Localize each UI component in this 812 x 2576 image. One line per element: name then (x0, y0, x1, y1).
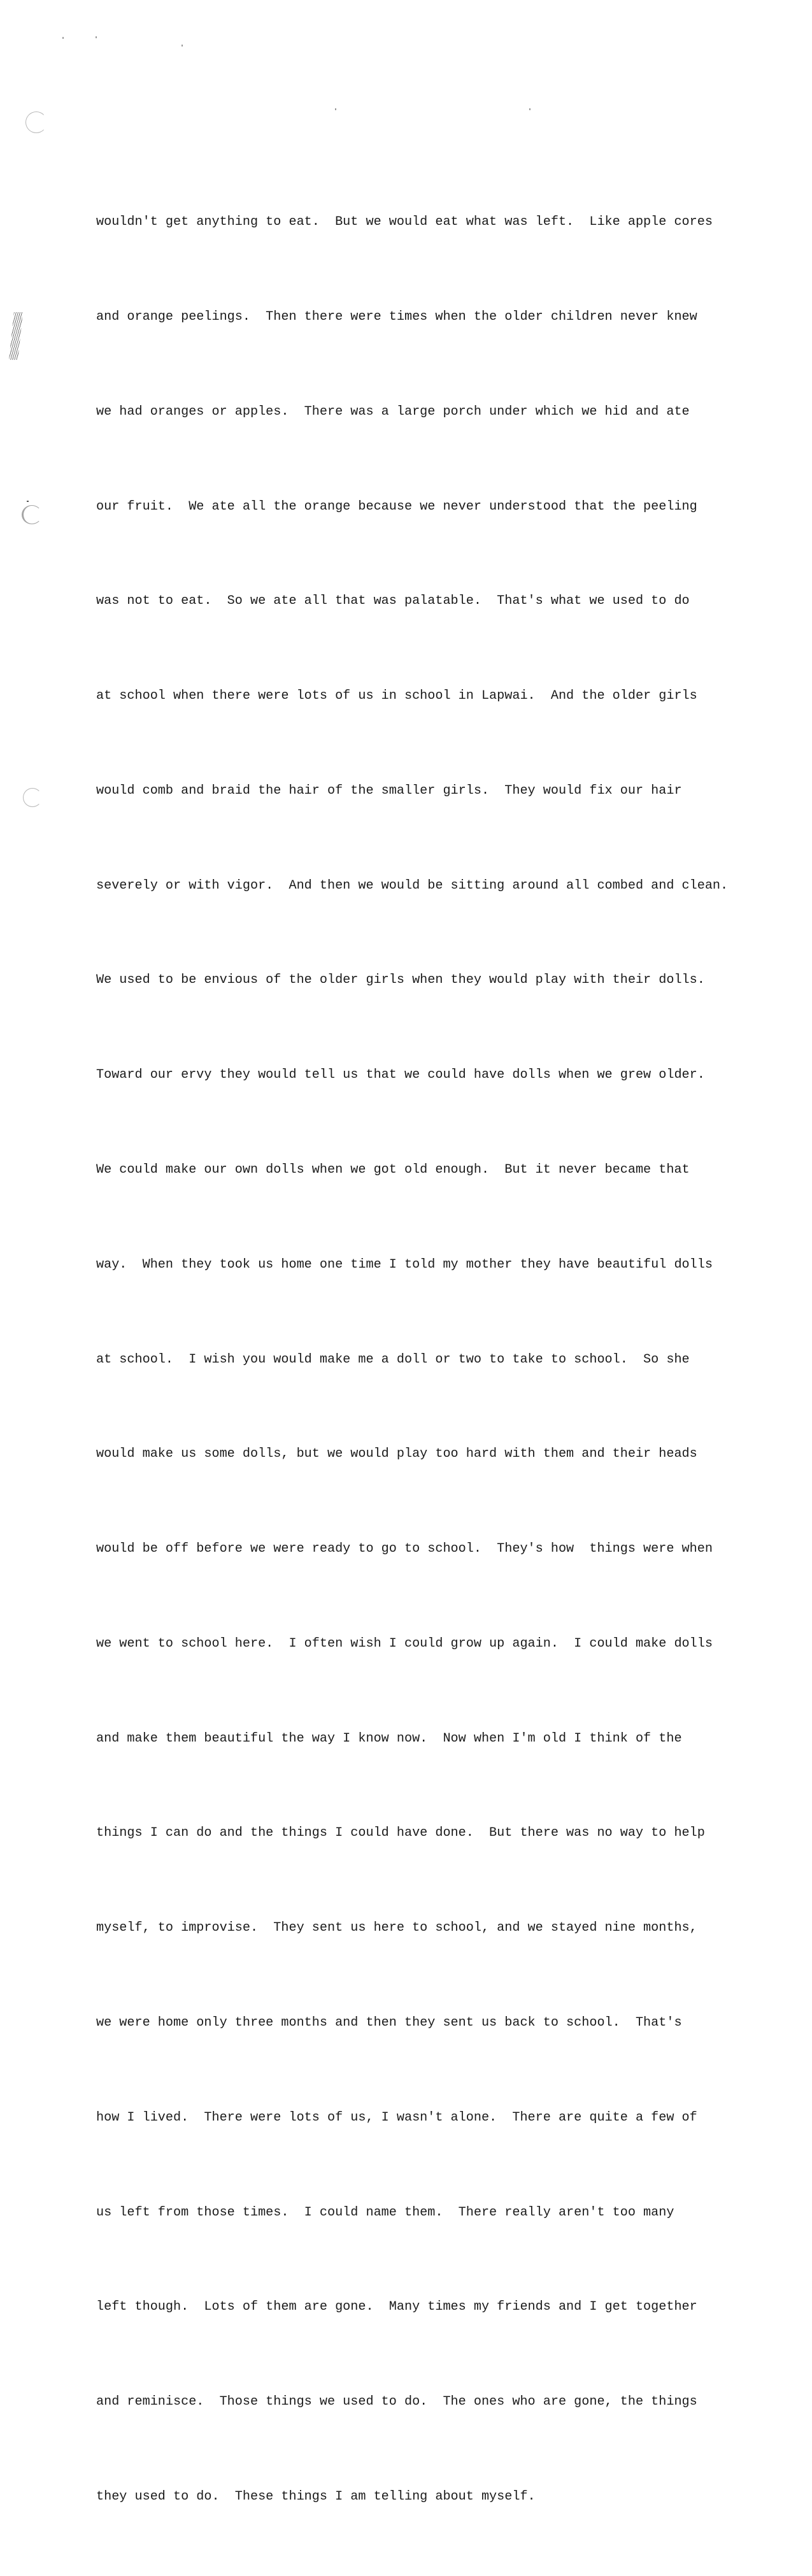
punch-hole-bottom (23, 788, 42, 807)
text-line: we were home only three months and then they sent us back to school. That's (96, 2015, 682, 2031)
scan-speck (62, 37, 64, 39)
text-line: severely or with vigor. And then we would be sitting around all combed and clean. (96, 878, 729, 893)
text-line: left though. Lots of them are gone. Many times my friends and I get together (96, 2300, 697, 2315)
text-line: we had oranges or apples. There was a large porch under which we hid and ate (96, 404, 690, 419)
text-line: and orange peelings. Then there were times when the older children never knew (96, 309, 697, 324)
text-line: was not to eat. So we ate all that was palatable. That's what we used to do (96, 594, 690, 609)
text-line: wouldn't get anything to eat. But we would eat what was left. Like apple cores (96, 215, 713, 230)
text-line: Toward our ervy they would tell us that we could have dolls when we grew older. (96, 1068, 705, 1083)
text-line: would comb and braid the hair of the smaller girls. They would fix our hair (96, 783, 682, 798)
scan-speck (96, 36, 97, 38)
punch-hole-middle (22, 505, 42, 524)
text-line: would be off before we were ready to go to school. They's how things were when (96, 1542, 713, 1557)
margin-scribble-mark (9, 312, 23, 360)
text-line: and make them beautiful the way I know now. Now when I'm old I think of the (96, 1731, 682, 1746)
text-line: myself, to improvise. They sent us here to school, and we stayed nine months, (96, 1921, 697, 1936)
scan-speck (27, 501, 29, 502)
scan-speck (182, 45, 183, 47)
text-line: would make us some dolls, but we would play too hard with them and their heads (96, 1447, 697, 1462)
text-line: We used to be envious of the older girls when they would play with their dolls. (96, 973, 705, 988)
text-line: way. When they took us home one time I told my mother they have beautiful dolls (96, 1257, 713, 1272)
text-line: we went to school here. I often wish I could grow up again. I could make dolls (96, 1636, 713, 1651)
scan-speck (335, 108, 336, 110)
text-line: We could make our own dolls when we got old enough. But it never became that (96, 1163, 690, 1177)
punch-hole-top (25, 111, 47, 133)
scan-speck (529, 108, 531, 110)
transcript-body (96, 143, 797, 2576)
text-line: and reminisce. Those things we used to do. The ones who are gone, the things (96, 2394, 697, 2410)
text-line: at school when there were lots of us in school in Lapwai. And the older girls (96, 689, 697, 704)
text-line: things I can do and the things I could have done. But there was no way to help (96, 1826, 705, 1841)
text-line: how I lived. There were lots of us, I wasn't alone. There are quite a few of (96, 2110, 697, 2125)
text-line: at school. I wish you would make me a doll or two to take to school. So she (96, 1352, 690, 1367)
text-line: they used to do. These things I am telling about myself. (96, 2489, 536, 2504)
text-line: us left from those times. I could name them. There really aren't too many (96, 2205, 674, 2220)
text-line: our fruit. We ate all the orange because we never understood that the peeling (96, 499, 697, 514)
